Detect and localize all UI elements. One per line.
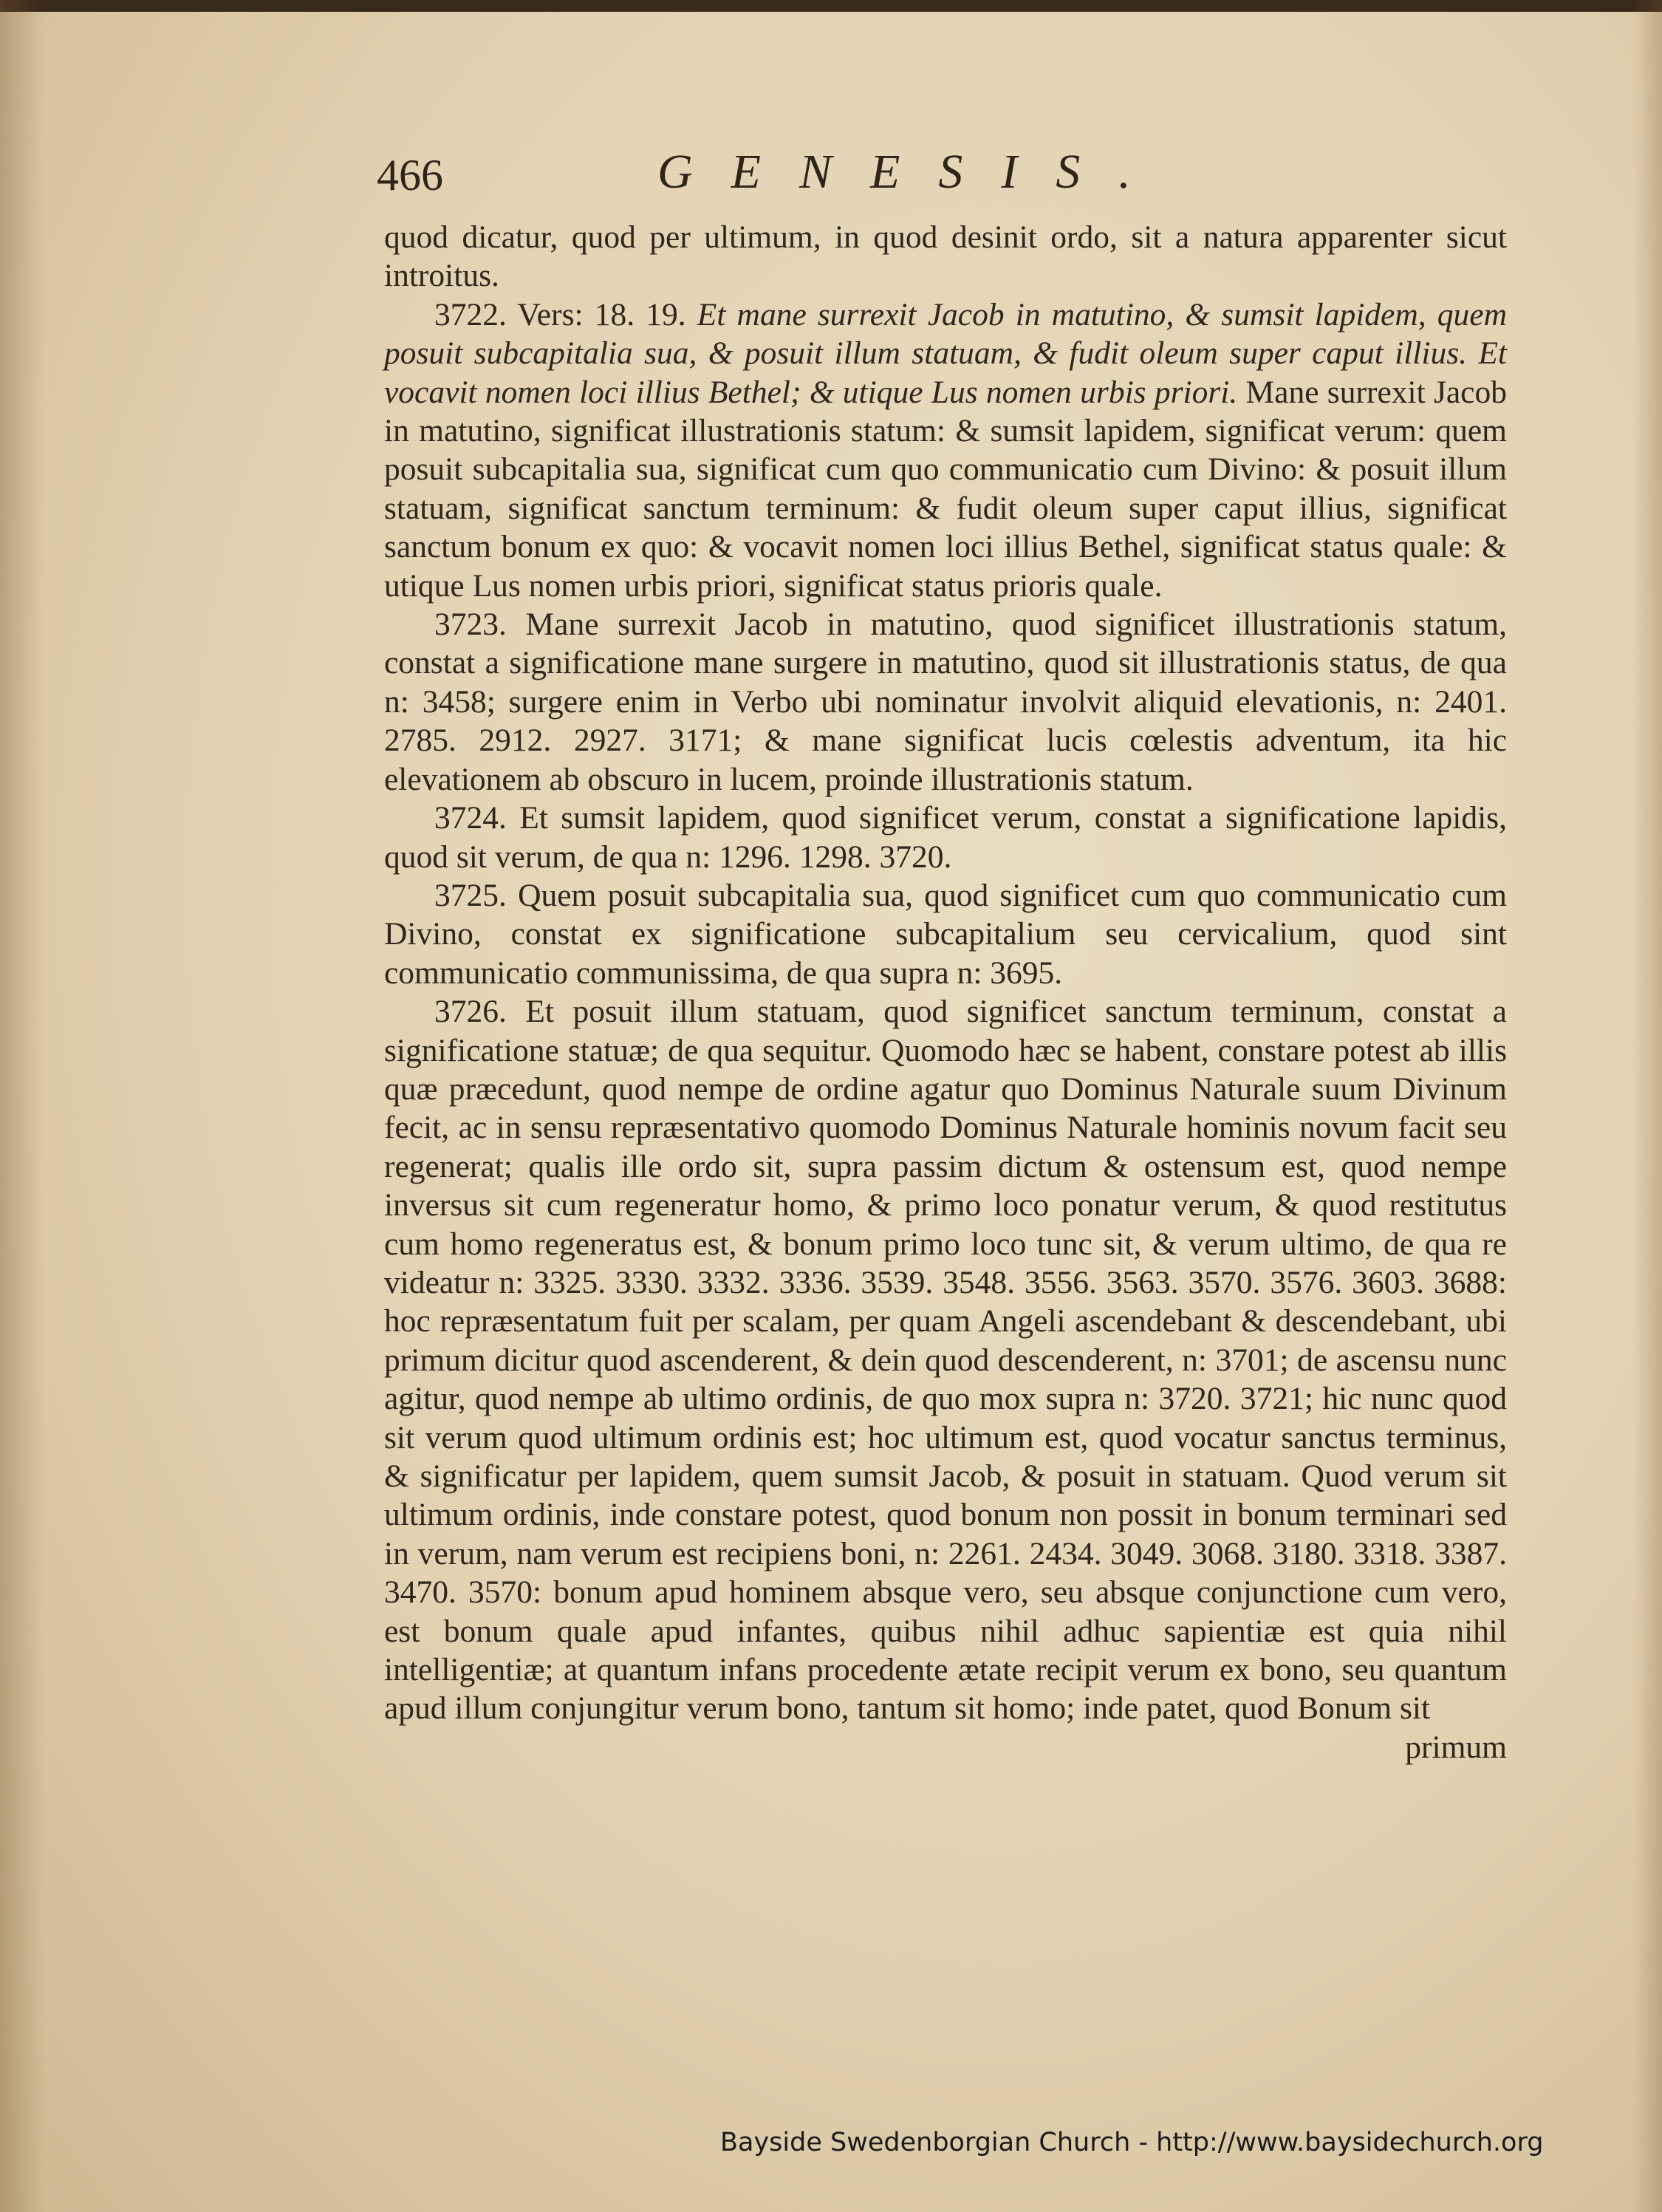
paragraph-continuation: quod dicatur, quod per ultimum, in quod desinit ordo, sit a natura apparenter sicut introitus. <box>384 219 1507 294</box>
page-top-edge <box>0 0 1662 12</box>
paragraph-3725: 3725. Quem posuit subcapitalia sua, quod significet cum quo communicatio cum Divino, constat ex significatione subcapitalium seu cervicalium, quod sint communicatio communissima, de qua supra n: 3695. <box>384 877 1507 991</box>
paragraph-3726: 3726. Et posuit illum statuam, quod significet sanctum terminum, constat a significatione statuæ; de qua sequitur. Quomodo hæc se habent, constare potest ab illis quæ præcedunt, quod nempe de ordine agatur quo Dominus Naturale suum Divinum fecit, ac in sensu repræsentativo quomodo Dominus Naturale hominis novum facit seu regenerat; qualis ille ordo sit, supra passim dictum & ostensum est, quod nempe inversus sit cum regeneratur homo, & primo loco ponatur verum, & quod restitutus cum homo regeneratus est, & bonum primo loco tunc sit, & verum ultimo, de qua re videatur n: 3325. 3330. 3332. 3336. 3539. 3548. 3556. 3563. 3570. 3576. 3603. 3688: hoc repræsentatum fuit per scalam, per quam Angeli ascendebant & descendebant, ubi primum dicitur quod ascenderent, & dein quod descenderent, n: 3701; de ascensu nunc agitur, quod nempe ab ultimo ordinis, de quo mox supra n: 3720. 3721; hic nunc quod sit verum quod ultimum ordinis est; hoc ultimum est, quod vocatur sanctus terminus, & significatur per lapidem, quem sumsit Jacob, & posuit in statuam. Quod verum sit ultimum ordinis, inde constare potest, quod bonum non possit in bonum terminari sed in verum, nam verum est recipiens boni, n: 2261. 2434. 3049. 3068. 3180. 3318. 3387. 3470. 3570: bonum apud hominem absque vero, seu absque conjunctione cum vero, est bonum quale apud infantes, quibus nihil adhuc sapientiæ est quia nihil intelligentiæ; at quantum infans procedente ætate recipit verum ex bono, seu quantum apud illum conjungitur verum bono, tantum sit homo; inde patet, quod Bonum sit <box>384 994 1507 1727</box>
paragraph-3723: 3723. Mane surrexit Jacob in matutino, quod significet illustrationis statum, constat a significatione mane surgere in matutino, quod sit illustrationis status, de qua n: 3458; surgere enim in Verbo ubi nominatur involvit aliquid elevationis, n: 2401. 2785. 2912. 2927. 3171; & mane significat lucis cœlestis adventum, ita hic elevationem ab obscuro in lucem, proinde illustrationis statum. <box>384 607 1507 797</box>
watermark-credit: Bayside Swedenborgian Church - http://www.baysidechurch.org <box>720 2128 1544 2157</box>
binding-shadow <box>0 0 44 2212</box>
scripture-quote: Et mane surrexit Jacob in matutino, & sumsit lapidem, quem posuit subcapitalia sua, & posuit illum statuam, & fudit oleum super caput illius. Et vocavit nomen loci illius Bethel; & utique Lus nomen urbis priori. <box>384 296 1507 410</box>
page-number: 466 <box>377 151 443 199</box>
page-header <box>377 144 1514 211</box>
edge-shadow <box>1632 0 1662 2212</box>
catchword: primum <box>1405 1729 1507 1765</box>
running-title: GENESIS. <box>657 145 1169 199</box>
paragraph-3724: 3724. Et sumsit lapidem, quod significet verum, constat a significatione lapidis, quod sit verum, de qua n: 1296. 1298. 3720. <box>384 800 1507 875</box>
body-text <box>384 218 1507 1766</box>
paragraph-3722: 3722. Vers: 18. 19. Et mane surrexit Jacob in matutino, & sumsit lapidem, quem posuit subcapitalia sua, & posuit illum statuam, & fudit oleum super caput illius. Et vocavit nomen loci illius Bethel; & utique Lus nomen urbis priori. Mane surrexit Jacob in matutino, significat illustrationis statum: & sumsit lapidem, significat verum: quem posuit subcapitalia sua, significat cum quo communicatio cum Divino: & posuit illum statuam, significat sanctum terminum: & fudit oleum super caput illius, significat sanctum bonum ex quo: & vocavit nomen loci illius Bethel, significat status quale: & utique Lus nomen urbis priori, significat status prioris quale. <box>384 296 1507 604</box>
